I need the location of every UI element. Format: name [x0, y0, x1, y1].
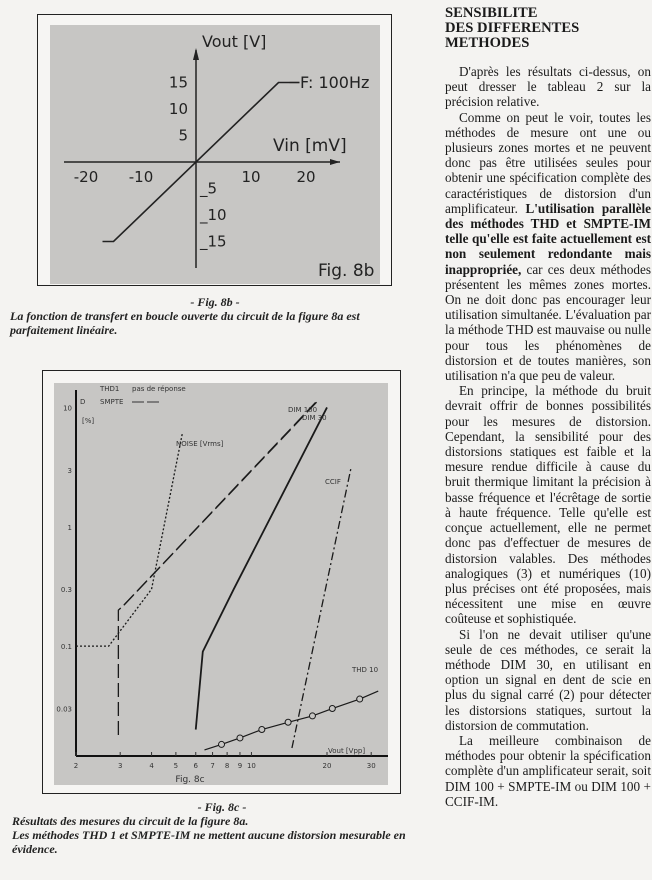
paragraph-2-tail: car ces deux méthodes présentent les mêmes zones mortes. On ne doit donc pas encourager leur utilisation simultanée. L'évaluation par la méthode THD est mauvaise ou nulle pour tous les phénomènes de distorsion et de toutes manières, son utilisation n'a que peu de valeur.: [445, 261, 651, 384]
y-tick-label: _15: [200, 232, 227, 251]
y-axis-title: [%]: [82, 417, 95, 425]
series-label: NOISE [Vrms]: [176, 440, 224, 448]
x-tick-label: 3: [117, 762, 123, 770]
y-tick-label: _10: [200, 206, 227, 224]
article-column: [445, 6, 651, 809]
x-tick-label: 8: [224, 762, 230, 770]
x-tick-label: -20: [73, 168, 99, 186]
series-line-smpte: [118, 402, 318, 734]
figure-8c-label: Fig. 8c: [175, 775, 205, 785]
x-tick-label: 20: [322, 762, 332, 770]
y-tick-label: 0.3: [60, 586, 72, 595]
series-line-noise-vrms-: [76, 434, 182, 646]
x-tick-label: 10: [241, 168, 261, 186]
series-label: THD 10: [352, 666, 379, 674]
thd10-marker: [219, 741, 225, 747]
y-tick-label: 3: [67, 466, 72, 475]
figure-8c-caption-line2: Les méthodes THD 1 et SMPTE-IM ne mettent aucune distorsion mesurable en évidence.: [12, 828, 406, 856]
heading-line: METHODES: [445, 35, 530, 51]
paragraph-1: D'après les résultats ci-dessus, on peut dresser le tableau 2 sur la précision relative.: [445, 64, 651, 110]
x-tick-label: 4: [149, 762, 154, 770]
x-tick-label: 5: [173, 762, 179, 770]
x-tick-label: 2: [73, 762, 79, 770]
legend-d-label: D: [80, 398, 86, 406]
y-tick-label: 15: [168, 73, 188, 92]
x-axis-title: Vin [mV]: [273, 136, 347, 156]
heading-line: SENSIBILITE: [445, 5, 538, 21]
thd10-marker: [357, 696, 363, 702]
thd10-marker: [285, 719, 291, 725]
paragraph-3: En principe, la méthode du bruit devrait offrir de bonnes possibilités pour les mesures de distorsion. Cependant, la sensibilité pour des distorsions statiques est faible et la mesure rendue difficile à cause du bruit thermique limitant la précision à basse fréquence et l'écrêtage de sortie à haute fréquence. Telle qu'elle est conçue actuellement, elle ne permet donc pas d'effectuer de mesures de distorsion valables. Des méthodes analogiques (3) et numériques (10) plus précises ont été proposées, mais nécessitent une mise en œuvre coûteuse et sophistiquée.: [445, 383, 651, 627]
series-line-dim-100: [124, 400, 319, 605]
series-label: CCIF: [325, 478, 341, 486]
figure-8c-caption-title: - Fig. 8c -: [197, 800, 247, 814]
series-line-thd-10: [204, 691, 378, 750]
y-tick-label: 0.1: [60, 643, 72, 652]
y-tick-label: _5: [200, 179, 218, 198]
paragraph-2-bold: L'utilisation parallèle des méthodes THD et SMPTE-IM telle qu'elle est faite actuellement est non seulement redondante mais inappropriée,: [445, 200, 651, 277]
y-tick-label: 5: [178, 126, 188, 145]
paragraph-5: La meilleure combinaison de méthodes pour obtenir la spécification complète d'un amplificateur serait, soit DIM 100 + SMPTE-IM ou DIM 100 + CCIF-IM.: [445, 732, 651, 809]
legend-thd1-text: pas de réponse: [132, 385, 186, 393]
thd10-marker: [329, 706, 335, 712]
series-label: DIM 30: [302, 414, 327, 422]
figure-8b-caption-title: - Fig. 8b -: [190, 295, 240, 309]
legend-smpte-text: SMPTE: [100, 398, 124, 406]
x-tick-label: 7: [210, 762, 215, 770]
x-tick-label: 20: [296, 168, 316, 186]
y-tick-label: 1: [67, 523, 72, 532]
x-tick-label: 30: [366, 762, 376, 770]
y-axis-title: Vout [V]: [202, 32, 267, 51]
figure-8c-caption-line1: Résultats des mesures du circuit de la figure 8a.: [12, 814, 249, 828]
paragraph-4: Si l'on ne devait utiliser qu'une seule de ces méthodes, ce serait la méthode DIM 30, en utilisant en option un signal en dent de scie en plus du signal carré (2) pour détecter les distorsions statiques, surtout la distorsion de commutation.: [445, 626, 651, 733]
thd10-marker: [309, 713, 315, 719]
x-tick-label: 10: [246, 762, 256, 770]
legend-thd1-label: THD1: [100, 385, 120, 393]
figure-8b-label: Fig. 8b: [318, 261, 375, 281]
x-tick-label: 9: [237, 762, 243, 770]
y-tick-label: 10: [63, 404, 72, 413]
figure-8b-caption-text: La fonction de transfert en boucle ouverte du circuit de la figure 8a est parfaitement linéaire.: [10, 309, 360, 337]
x-tick-label: -10: [128, 168, 154, 186]
paragraph-2-text: Comme on peut le voir, toutes les méthodes de mesure ont une ou plusieurs zones mortes et ne peuvent donc pas être utilisées seules pour obtenir une spécification complète des caractéristiques de distorsion d'un amplificateur.: [445, 109, 651, 216]
x-tick-label: 6: [193, 762, 198, 770]
paragraph-2: [445, 110, 651, 384]
thd10-marker: [237, 735, 243, 741]
series-line-ccif: [292, 466, 351, 748]
x-axis-title: Vout [Vpp]: [328, 747, 366, 755]
y-tick-label: 0.03: [56, 705, 72, 714]
series-label: DIM 100: [288, 406, 318, 414]
figure-8c-caption: [12, 800, 432, 856]
thd10-marker: [259, 727, 265, 733]
series-line-dim-30: [196, 407, 327, 729]
annotation-frequency: F: 100Hz: [300, 73, 370, 92]
heading-line: DES DIFFERENTES: [445, 20, 580, 36]
y-tick-label: 10: [168, 100, 188, 118]
article-heading: [445, 6, 651, 51]
